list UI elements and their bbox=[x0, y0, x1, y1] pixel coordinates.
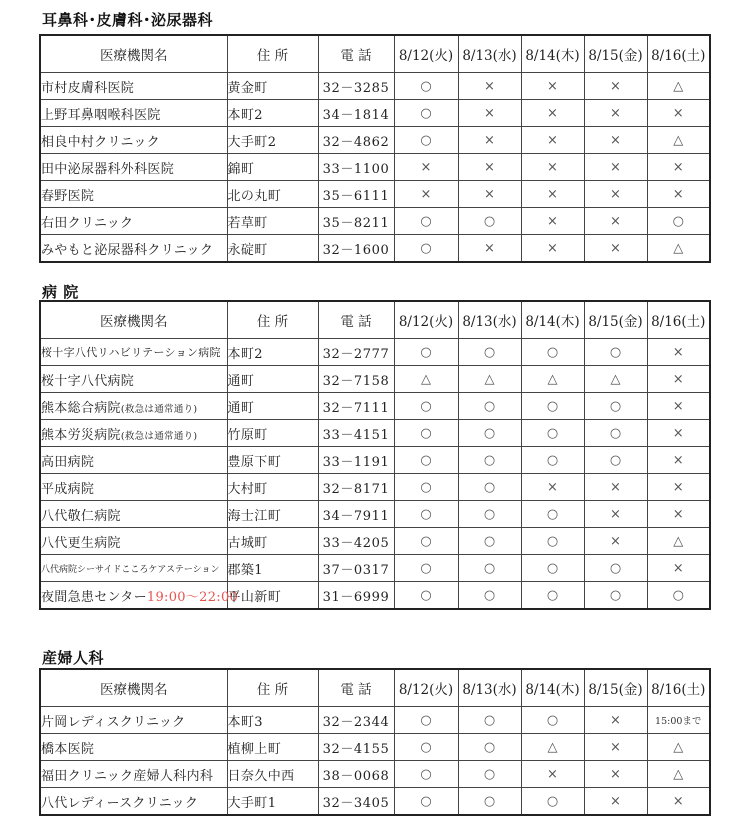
header-date: 8/16(土) bbox=[647, 301, 710, 339]
obgyn-table bbox=[39, 668, 711, 816]
facility-name-cell bbox=[40, 181, 227, 208]
facility-phone: 32－2777 bbox=[318, 339, 394, 366]
availability-mark: × bbox=[521, 127, 584, 154]
facility-name: 上野耳鼻咽喉科医院 bbox=[41, 107, 161, 123]
availability-mark: ○ bbox=[647, 582, 710, 610]
availability-mark: △ bbox=[394, 366, 458, 393]
facility-phone: 34－7911 bbox=[318, 501, 394, 528]
facility-name-cell bbox=[40, 555, 227, 582]
availability-mark: × bbox=[584, 127, 647, 154]
facility-phone: 38－0068 bbox=[318, 761, 394, 788]
availability-mark: ○ bbox=[584, 420, 647, 447]
availability-mark: ○ bbox=[458, 474, 521, 501]
availability-mark: ○ bbox=[521, 528, 584, 555]
availability-mark: × bbox=[458, 235, 521, 263]
facility-name: 八代病院シーサイドこころケアステーション bbox=[41, 564, 220, 575]
facility-name: 平成病院 bbox=[41, 481, 95, 497]
table-row bbox=[40, 154, 710, 181]
facility-phone: 35－6111 bbox=[318, 181, 394, 208]
table-row bbox=[40, 474, 710, 501]
header-date: 8/13(水) bbox=[458, 35, 521, 73]
facility-phone: 32－7111 bbox=[318, 393, 394, 420]
facility-address: 若草町 bbox=[227, 208, 318, 235]
table-row bbox=[40, 447, 710, 474]
availability-mark: 15:00まで bbox=[647, 707, 710, 734]
header-date: 8/12(火) bbox=[394, 669, 458, 707]
availability-mark: ○ bbox=[394, 208, 458, 235]
table-header-row bbox=[40, 35, 710, 73]
availability-mark: ○ bbox=[647, 208, 710, 235]
availability-mark: ○ bbox=[458, 339, 521, 366]
table-row bbox=[40, 734, 710, 761]
header-phone: 電 話 bbox=[318, 35, 394, 73]
availability-mark: × bbox=[647, 154, 710, 181]
availability-mark: × bbox=[647, 100, 710, 127]
availability-mark: × bbox=[584, 501, 647, 528]
availability-mark: × bbox=[458, 154, 521, 181]
availability-mark: ○ bbox=[458, 208, 521, 235]
availability-mark: ○ bbox=[458, 501, 521, 528]
availability-mark: × bbox=[584, 208, 647, 235]
table-row bbox=[40, 761, 710, 788]
facility-phone: 32－4862 bbox=[318, 127, 394, 154]
header-date: 8/12(火) bbox=[394, 301, 458, 339]
availability-mark: × bbox=[521, 474, 584, 501]
availability-mark: △ bbox=[521, 734, 584, 761]
availability-mark: × bbox=[584, 761, 647, 788]
facility-name: 福田クリニック産婦人科内科 bbox=[41, 768, 214, 784]
facility-phone: 32－1600 bbox=[318, 235, 394, 263]
availability-mark: △ bbox=[647, 528, 710, 555]
availability-mark: ○ bbox=[394, 73, 458, 100]
table-row bbox=[40, 528, 710, 555]
facility-name-cell bbox=[40, 788, 227, 816]
header-date: 8/13(水) bbox=[458, 669, 521, 707]
availability-mark: ○ bbox=[458, 761, 521, 788]
facility-name: 相良中村クリニック bbox=[41, 134, 160, 150]
availability-mark: △ bbox=[521, 366, 584, 393]
facility-address: 本町3 bbox=[227, 707, 318, 734]
table-row bbox=[40, 181, 710, 208]
section-title-ent: 耳鼻科･皮膚科･泌尿器科 bbox=[42, 11, 214, 29]
table-row bbox=[40, 501, 710, 528]
facility-phone: 32－3405 bbox=[318, 788, 394, 816]
availability-mark: ○ bbox=[584, 447, 647, 474]
header-date: 8/16(土) bbox=[647, 669, 710, 707]
header-date: 8/16(土) bbox=[647, 35, 710, 73]
availability-mark: × bbox=[647, 474, 710, 501]
availability-mark: ○ bbox=[458, 528, 521, 555]
availability-mark: × bbox=[584, 154, 647, 181]
availability-mark: × bbox=[647, 393, 710, 420]
availability-mark: ○ bbox=[458, 707, 521, 734]
availability-mark: ○ bbox=[458, 447, 521, 474]
availability-mark: ○ bbox=[394, 582, 458, 610]
facility-address: 古城町 bbox=[227, 528, 318, 555]
availability-mark: ○ bbox=[394, 447, 458, 474]
facility-name-cell bbox=[40, 734, 227, 761]
facility-name: 熊本総合病院 bbox=[41, 400, 121, 416]
facility-name-cell bbox=[40, 474, 227, 501]
availability-mark: △ bbox=[647, 127, 710, 154]
facility-address: 竹原町 bbox=[227, 420, 318, 447]
facility-note: (救急は通常通り) bbox=[120, 430, 198, 442]
table-row bbox=[40, 235, 710, 263]
availability-mark: × bbox=[647, 420, 710, 447]
facility-phone: 32－7158 bbox=[318, 366, 394, 393]
facility-phone: 33－1191 bbox=[318, 447, 394, 474]
header-date: 8/14(木) bbox=[521, 669, 584, 707]
availability-mark: ○ bbox=[521, 582, 584, 610]
facility-name: 夜間急患センター bbox=[41, 589, 147, 605]
availability-mark: × bbox=[521, 208, 584, 235]
facility-name: 桜十字八代病院 bbox=[41, 373, 135, 389]
section-title-hospital: 病 院 bbox=[42, 283, 79, 301]
availability-mark: ○ bbox=[521, 339, 584, 366]
facility-address: 大手町2 bbox=[227, 127, 318, 154]
availability-mark: ○ bbox=[521, 420, 584, 447]
header-date: 8/13(水) bbox=[458, 301, 521, 339]
availability-mark: × bbox=[647, 501, 710, 528]
availability-mark: ○ bbox=[394, 393, 458, 420]
header-date: 8/14(木) bbox=[521, 301, 584, 339]
facility-name: 橋本医院 bbox=[41, 741, 95, 757]
availability-mark: × bbox=[647, 555, 710, 582]
facility-name-cell bbox=[40, 420, 227, 447]
facility-name-cell bbox=[40, 235, 227, 263]
availability-mark: × bbox=[584, 181, 647, 208]
availability-mark: ○ bbox=[584, 393, 647, 420]
availability-mark: × bbox=[584, 788, 647, 816]
facility-name: 片岡レディスクリニック bbox=[41, 714, 186, 730]
availability-mark: × bbox=[521, 235, 584, 263]
availability-mark: ○ bbox=[521, 501, 584, 528]
facility-address: 平山新町 bbox=[227, 582, 318, 610]
header-name: 医療機関名 bbox=[40, 35, 227, 73]
table-row bbox=[40, 366, 710, 393]
availability-mark: ○ bbox=[394, 761, 458, 788]
facility-phone: 31－6999 bbox=[318, 582, 394, 610]
availability-mark: ○ bbox=[458, 555, 521, 582]
header-name: 医療機関名 bbox=[40, 669, 227, 707]
availability-mark: ○ bbox=[394, 501, 458, 528]
availability-mark: ○ bbox=[521, 447, 584, 474]
availability-mark: × bbox=[458, 100, 521, 127]
facility-name-cell bbox=[40, 208, 227, 235]
table-row bbox=[40, 393, 710, 420]
facility-phone: 37－0317 bbox=[318, 555, 394, 582]
table-row bbox=[40, 127, 710, 154]
facility-hours: 19:00～22:00 bbox=[146, 589, 239, 605]
availability-mark: × bbox=[521, 100, 584, 127]
facility-name-cell bbox=[40, 73, 227, 100]
facility-address: 通町 bbox=[227, 393, 318, 420]
facility-phone: 33－4151 bbox=[318, 420, 394, 447]
availability-mark: × bbox=[584, 100, 647, 127]
header-date: 8/15(金) bbox=[584, 35, 647, 73]
header-phone: 電 話 bbox=[318, 301, 394, 339]
availability-mark: × bbox=[458, 127, 521, 154]
availability-mark: × bbox=[521, 73, 584, 100]
table-row bbox=[40, 788, 710, 816]
availability-mark: ○ bbox=[458, 788, 521, 816]
availability-mark: × bbox=[458, 73, 521, 100]
facility-name: 八代敬仁病院 bbox=[41, 508, 121, 524]
facility-address: 本町2 bbox=[227, 339, 318, 366]
hospital-table bbox=[39, 300, 711, 610]
header-date: 8/12(火) bbox=[394, 35, 458, 73]
header-name: 医療機関名 bbox=[40, 301, 227, 339]
facility-name: 市村皮膚科医院 bbox=[41, 80, 135, 96]
availability-mark: ○ bbox=[394, 420, 458, 447]
table-row bbox=[40, 339, 710, 366]
facility-name: 八代更生病院 bbox=[41, 535, 121, 551]
header-address: 住 所 bbox=[227, 301, 318, 339]
availability-mark: × bbox=[584, 235, 647, 263]
facility-name-cell bbox=[40, 154, 227, 181]
availability-mark: × bbox=[647, 181, 710, 208]
facility-name-cell bbox=[40, 100, 227, 127]
availability-mark: ○ bbox=[584, 339, 647, 366]
table-row bbox=[40, 555, 710, 582]
facility-name: 田中泌尿器科外科医院 bbox=[41, 161, 175, 177]
availability-mark: △ bbox=[458, 366, 521, 393]
section-title-obgyn: 産婦人科 bbox=[42, 649, 105, 667]
facility-address: 本町2 bbox=[227, 100, 318, 127]
availability-mark: ○ bbox=[584, 555, 647, 582]
facility-name-cell bbox=[40, 528, 227, 555]
availability-mark: × bbox=[647, 339, 710, 366]
facility-name-cell bbox=[40, 366, 227, 393]
availability-mark: × bbox=[584, 73, 647, 100]
facility-name: 右田クリニック bbox=[41, 215, 134, 231]
header-date: 8/15(金) bbox=[584, 301, 647, 339]
availability-mark: △ bbox=[647, 235, 710, 263]
facility-name-cell bbox=[40, 339, 227, 366]
facility-name: 春野医院 bbox=[41, 188, 95, 204]
facility-phone: 32－8171 bbox=[318, 474, 394, 501]
availability-mark: ○ bbox=[521, 393, 584, 420]
availability-mark: ○ bbox=[458, 582, 521, 610]
availability-mark: ○ bbox=[394, 555, 458, 582]
facility-name-cell bbox=[40, 393, 227, 420]
facility-phone: 32－4155 bbox=[318, 734, 394, 761]
table-row bbox=[40, 208, 710, 235]
facility-phone: 35－8211 bbox=[318, 208, 394, 235]
facility-name: 八代レディースクリニック bbox=[41, 795, 199, 811]
availability-mark: ○ bbox=[458, 393, 521, 420]
facility-phone: 33－4205 bbox=[318, 528, 394, 555]
facility-name-cell bbox=[40, 707, 227, 734]
availability-mark: × bbox=[394, 181, 458, 208]
facility-name-cell bbox=[40, 582, 239, 610]
facility-address: 錦町 bbox=[227, 154, 318, 181]
availability-mark: × bbox=[647, 447, 710, 474]
header-date: 8/14(木) bbox=[521, 35, 584, 73]
availability-mark: ○ bbox=[458, 420, 521, 447]
facility-note: (救急は通常通り) bbox=[120, 403, 198, 415]
availability-mark: × bbox=[584, 734, 647, 761]
header-date: 8/15(金) bbox=[584, 669, 647, 707]
facility-address: 日奈久中西 bbox=[227, 761, 318, 788]
facility-name: 桜十字八代リハビリテーション病院 bbox=[41, 346, 221, 359]
table-row bbox=[40, 100, 710, 127]
facility-address: 豊原下町 bbox=[227, 447, 318, 474]
facility-name: 熊本労災病院 bbox=[41, 427, 121, 443]
availability-mark: ○ bbox=[394, 235, 458, 263]
facility-name: 高田病院 bbox=[41, 454, 95, 470]
availability-mark: ○ bbox=[521, 788, 584, 816]
availability-mark: × bbox=[521, 761, 584, 788]
availability-mark: △ bbox=[647, 73, 710, 100]
availability-mark: △ bbox=[647, 761, 710, 788]
facility-phone: 32－2344 bbox=[318, 707, 394, 734]
facility-name-cell bbox=[40, 501, 227, 528]
header-address: 住 所 bbox=[227, 35, 318, 73]
header-address: 住 所 bbox=[227, 669, 318, 707]
facility-phone: 34－1814 bbox=[318, 100, 394, 127]
facility-address: 海士江町 bbox=[227, 501, 318, 528]
table-row bbox=[40, 707, 710, 734]
availability-mark: × bbox=[647, 366, 710, 393]
facility-name-cell bbox=[40, 761, 227, 788]
facility-name-cell bbox=[40, 447, 227, 474]
availability-mark: ○ bbox=[394, 100, 458, 127]
table-row bbox=[40, 73, 710, 100]
availability-mark: ○ bbox=[394, 528, 458, 555]
facility-name: みやもと泌尿器科クリニック bbox=[41, 242, 214, 258]
header-phone: 電 話 bbox=[318, 669, 394, 707]
table-header-row bbox=[40, 301, 710, 339]
availability-mark: × bbox=[521, 154, 584, 181]
availability-mark: ○ bbox=[394, 339, 458, 366]
table-row bbox=[40, 582, 710, 610]
availability-mark: △ bbox=[584, 366, 647, 393]
availability-mark: × bbox=[458, 181, 521, 208]
facility-address: 植柳上町 bbox=[227, 734, 318, 761]
availability-mark: × bbox=[584, 707, 647, 734]
table-header-row bbox=[40, 669, 710, 707]
facility-phone: 33－1100 bbox=[318, 154, 394, 181]
availability-mark: × bbox=[521, 181, 584, 208]
availability-mark: ○ bbox=[584, 582, 647, 610]
facility-address: 通町 bbox=[227, 366, 318, 393]
availability-mark: △ bbox=[647, 734, 710, 761]
availability-mark: ○ bbox=[394, 734, 458, 761]
facility-address: 永碇町 bbox=[227, 235, 318, 263]
availability-mark: × bbox=[584, 528, 647, 555]
ent-table bbox=[39, 34, 711, 263]
availability-mark: × bbox=[394, 154, 458, 181]
facility-address: 黄金町 bbox=[227, 73, 318, 100]
availability-mark: × bbox=[584, 474, 647, 501]
facility-name-cell bbox=[40, 127, 227, 154]
availability-mark: × bbox=[647, 788, 710, 816]
facility-address: 大手町1 bbox=[227, 788, 318, 816]
availability-mark: ○ bbox=[394, 127, 458, 154]
availability-mark: ○ bbox=[394, 474, 458, 501]
facility-address: 北の丸町 bbox=[227, 181, 318, 208]
facility-phone: 32－3285 bbox=[318, 73, 394, 100]
availability-mark: ○ bbox=[458, 734, 521, 761]
availability-mark: ○ bbox=[521, 555, 584, 582]
facility-address: 郡築1 bbox=[227, 555, 318, 582]
facility-address: 大村町 bbox=[227, 474, 318, 501]
availability-mark: ○ bbox=[521, 707, 584, 734]
table-row bbox=[40, 420, 710, 447]
availability-mark: ○ bbox=[394, 788, 458, 816]
availability-mark: ○ bbox=[394, 707, 458, 734]
